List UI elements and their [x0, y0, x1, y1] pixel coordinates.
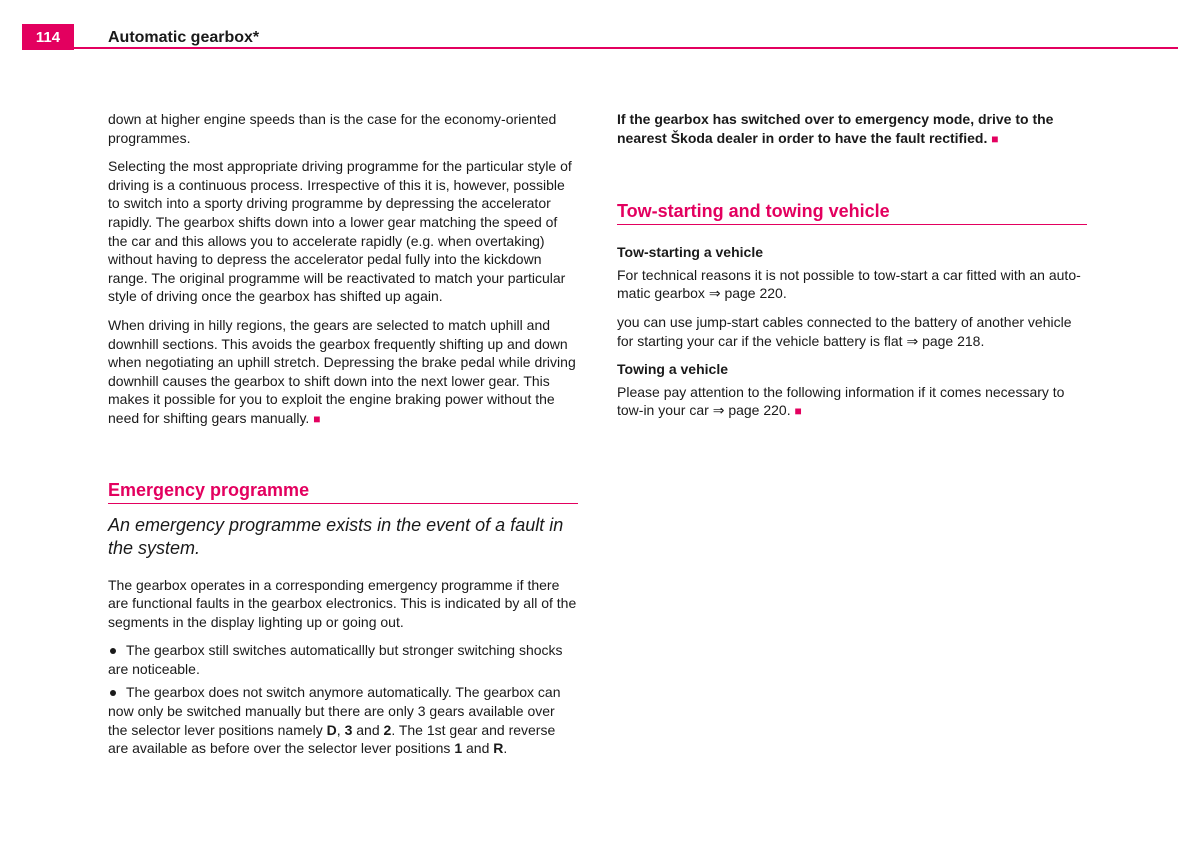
- paragraph: [108, 316, 578, 429]
- paragraph: [617, 383, 1087, 421]
- bullet-icon: [110, 648, 116, 654]
- end-of-section-icon: ■: [313, 411, 321, 426]
- list-item: [108, 641, 578, 678]
- warning-paragraph: [617, 110, 1087, 148]
- list-item-text: .: [503, 740, 508, 757]
- gear-position: D: [326, 721, 337, 738]
- paragraph: down at higher engine speeds than is the case for the economy-oriented programmes.: [108, 111, 557, 146]
- list-item-text: and: [462, 740, 494, 757]
- list-item-text: . The 1st gear and reverse are available as before over the selector lever positions: [108, 721, 556, 757]
- gear-position: 2: [383, 721, 392, 738]
- subsection-heading: Tow-starting a vehicle: [617, 244, 763, 261]
- end-of-section-icon: ■: [794, 404, 802, 419]
- paragraph: The gearbox operates in a corresponding emergency programme if there are functional faults in the gearbox electronics. This is indicated by all of the segments in the display lighting up or going out.: [108, 576, 577, 630]
- subsection-heading: Towing a vehicle: [617, 361, 728, 378]
- gear-position: 3: [344, 721, 353, 738]
- chapter-title: Automatic gearbox*: [108, 29, 260, 46]
- right-column: [617, 110, 1087, 431]
- list-item-text: ,: [336, 721, 345, 738]
- bullet-icon: [110, 690, 116, 696]
- section-lead: An emergency programme exists in the event of a fault in the system.: [108, 514, 564, 558]
- section-heading: Emergency programme: [108, 479, 578, 504]
- left-column: [108, 110, 578, 763]
- warning-text: If the gearbox has switched over to emergency mode, drive to the nearest Škoda dealer in order to have the fault rectified.: [617, 111, 1054, 146]
- paragraph: Selecting the most appropriate driving programme for the particular style of driving is a continuous process. Irrespective of this it is, however, possible to switch into a sporty driving programme by depressing the accelerator rapidly. The gearbox shifts down into a lower gear matching the speed of the car and this allows you to accelerate rapidly (e.g. when overtaking) without having to depress the accelerator pedal fully into the kickdown range. The original programme will be reactivated to match your particular style of driving once the gearbox has shifted up again.: [108, 158, 572, 305]
- list-item-text: The gearbox does not switch anymore automatically. The gearbox can now only be switched manually but there are only 3 gears available over the selector lever positions namely: [108, 684, 561, 738]
- gear-position: 1: [454, 740, 463, 757]
- paragraph-text: Please pay attention to the following information if it comes necessary to tow-in your car ⇒ page 220.: [617, 383, 1065, 419]
- paragraph-text: When driving in hilly regions, the gears are selected to match uphill and downhill sections. This avoids the gearbox frequently shifting up and down when negotiating an uphill stretch. Depressing the brake pedal while driving downhill causes the gearbox to shift down into the next lower gear. This makes it possible for you to exploit the engine braking power without the need for shifting gears manually.: [108, 316, 576, 426]
- header-rule: [74, 47, 1178, 49]
- bullet-list: [108, 641, 578, 758]
- section-heading: Tow-starting and towing vehicle: [617, 200, 1087, 225]
- paragraph: you can use jump-start cables connected to the battery of another vehicle for starting your car if the vehicle battery is flat ⇒ page 218.: [617, 313, 1072, 349]
- page-header: [22, 24, 1178, 50]
- end-of-section-icon: ■: [991, 131, 999, 146]
- paragraph: For technical reasons it is not possible to tow-start a car fitted with an auto-matic gearbox ⇒ page 220.: [617, 266, 1081, 302]
- gear-position: R: [493, 740, 504, 757]
- page-number: 114: [22, 24, 74, 50]
- list-item: [108, 683, 578, 757]
- list-item-text: and: [352, 721, 384, 738]
- list-item-text: The gearbox still switches automaticallly but stronger switching shocks are noticeable.: [108, 642, 563, 677]
